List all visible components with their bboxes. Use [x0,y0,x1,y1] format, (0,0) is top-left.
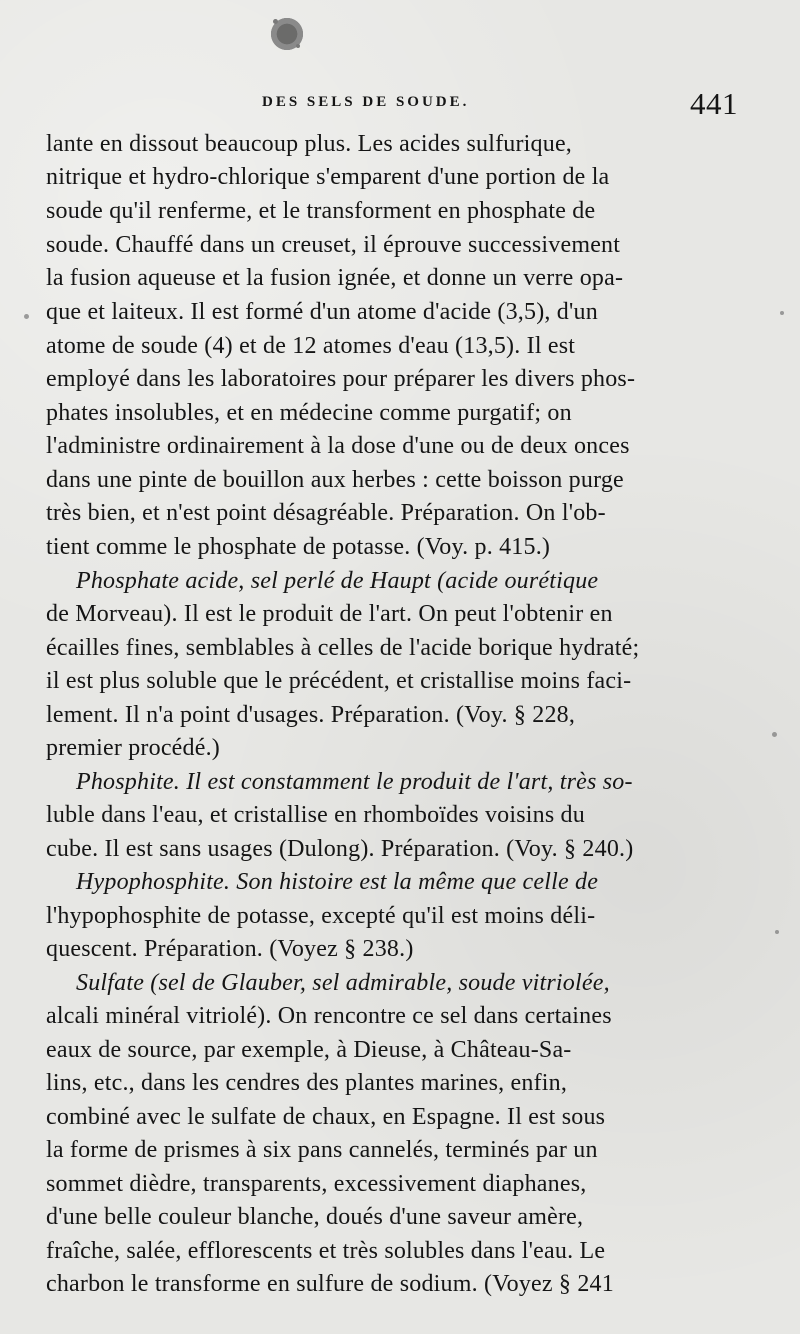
text-line: Hypophosphite. Son histoire est la même que celle de [76,869,599,895]
text-line: Phosphate acide, sel perlé de Haupt (acide ourétique [76,568,599,594]
text-line: phates insolubles, et en médecine comme purgatif; on [46,400,572,426]
text-line: l'hypophosphite de potasse, excepté qu'il est moins déli- [46,903,596,929]
text-line: lins, etc., dans les cendres des plantes marines, enfin, [46,1070,568,1096]
text-line: lante en dissout beaucoup plus. Les acides sulfurique, [46,131,573,157]
text-line: il est plus soluble que le précédent, et cristallise moins faci- [46,668,632,694]
text-line: Sulfate (sel de Glauber, sel admirable, soude vitriolée, [76,970,610,996]
text-line: premier procédé.) [46,735,220,761]
scan-dust-icon [772,732,777,737]
text-line: soude qu'il renferme, et le transforment en phosphate de [46,198,596,224]
text-line: Phosphite. Il est constamment le produit de l'art, très so- [76,769,633,795]
ink-ornament-icon [266,14,308,54]
text-line: luble dans l'eau, et cristallise en rhomboïdes voisins du [46,802,585,828]
text-line: quescent. Préparation. (Voyez § 238.) [46,936,414,962]
page-number: 441 [690,86,738,121]
text-line: de Morveau). Il est le produit de l'art. On peut l'obtenir en [46,601,613,627]
scan-dust-icon [780,311,784,315]
text-line: la forme de prismes à six pans cannelés, terminés par un [46,1137,598,1163]
text-line: combiné avec le sulfate de chaux, en Espagne. Il est sous [46,1104,606,1130]
text-line: employé dans les laboratoires pour préparer les divers phos- [46,366,636,392]
text-line: alcali minéral vitriolé). On rencontre ce sel dans certaines [46,1003,612,1029]
text-line: eaux de source, par exemple, à Dieuse, à Château-Sa- [46,1037,572,1063]
text-line: que et laiteux. Il est formé d'un atome d'acide (3,5), d'un [46,299,598,325]
text-line: charbon le transforme en sulfure de sodium. (Voyez § 241 [46,1271,614,1297]
text-line: écailles fines, semblables à celles de l'acide borique hydraté; [46,635,640,661]
text-line: atome de soude (4) et de 12 atomes d'eau (13,5). Il est [46,333,576,359]
text-line: sommet dièdre, transparents, excessivement diaphanes, [46,1171,587,1197]
text-line: dans une pinte de bouillon aux herbes : cette boisson purge [46,467,624,493]
text-line: très bien, et n'est point désagréable. Préparation. On l'ob- [46,500,606,526]
text-line: d'une belle couleur blanche, doués d'une saveur amère, [46,1204,584,1230]
text-line: tient comme le phosphate de potasse. (Voy. p. 415.) [46,534,551,560]
text-line: la fusion aqueuse et la fusion ignée, et donne un verre opa- [46,265,624,291]
scan-dust-icon [24,314,29,319]
running-header: DES SELS DE SOUDE. [262,94,470,110]
text-line: soude. Chauffé dans un creuset, il éprouve successivement [46,232,621,258]
text-line: cube. Il est sans usages (Dulong). Préparation. (Voy. § 240.) [46,836,634,862]
text-line: nitrique et hydro-chlorique s'emparent d'une portion de la [46,164,610,190]
scan-dust-icon [775,930,779,934]
text-line: lement. Il n'a point d'usages. Préparation. (Voy. § 228, [46,702,576,728]
text-line: fraîche, salée, efflorescents et très solubles dans l'eau. Le [46,1238,606,1264]
text-line: l'administre ordinairement à la dose d'une ou de deux onces [46,433,630,459]
